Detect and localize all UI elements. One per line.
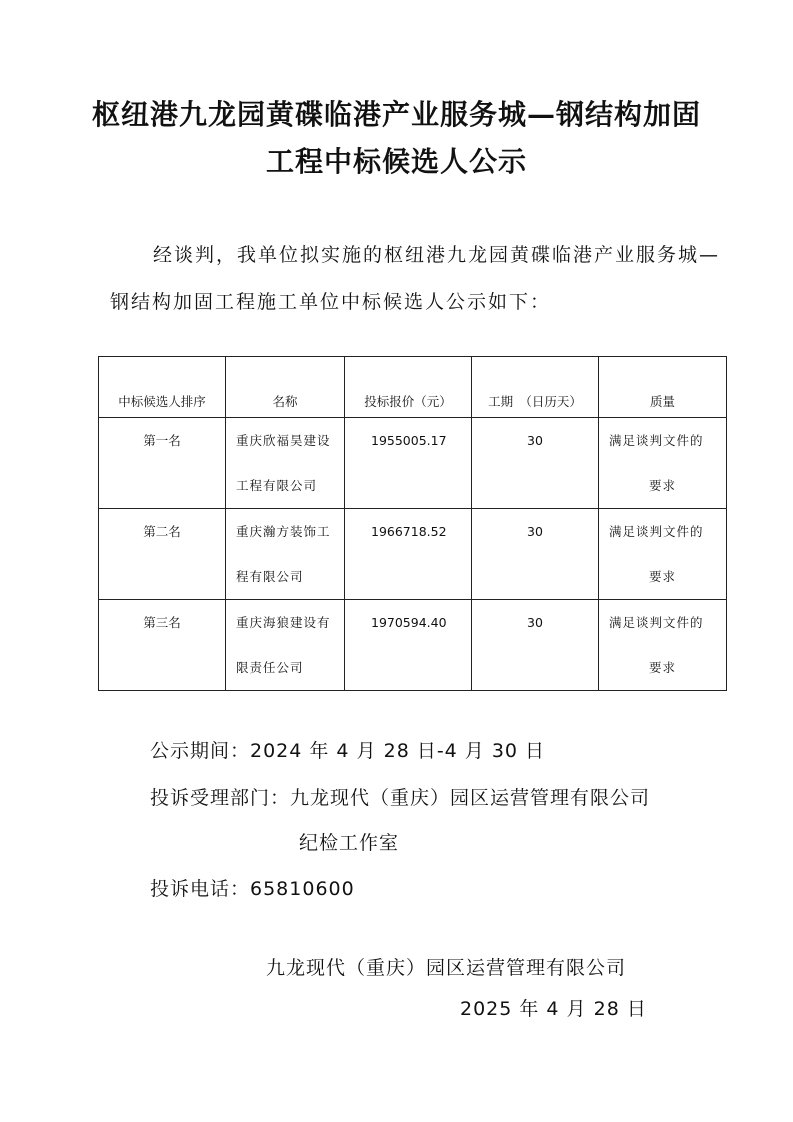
company-name-line-2: 限责任公司 bbox=[236, 660, 304, 675]
document-title-line-1: 枢纽港九龙园黄碟临港产业服务城—钢结构加固 bbox=[91, 98, 701, 131]
quality-line-1: 满足谈判文件的 bbox=[609, 615, 704, 630]
signature-organization: 九龙现代（重庆）园区运营管理有限公司 bbox=[266, 957, 627, 979]
intro-paragraph-line-1: 经谈判，我单位拟实施的枢纽港九龙园黄碟临港产业服务城— bbox=[153, 244, 721, 266]
company-name-cell bbox=[226, 509, 345, 600]
period-cell: 30 bbox=[472, 418, 599, 509]
quality-cell bbox=[599, 600, 727, 691]
company-name-line-1: 重庆海狼建设有 bbox=[236, 615, 331, 630]
quality-line-1: 满足谈判文件的 bbox=[609, 524, 704, 539]
price-cell: 1966718.52 bbox=[345, 509, 472, 600]
quality-line-2: 要求 bbox=[648, 478, 676, 493]
header-name: 名称 bbox=[226, 357, 345, 418]
document-title-line-2: 工程中标候选人公示 bbox=[265, 145, 527, 178]
intro-paragraph-line-2: 钢结构加固工程施工单位中标候选人公示如下： bbox=[110, 291, 552, 313]
quality-line-2: 要求 bbox=[648, 569, 676, 584]
price-cell: 1955005.17 bbox=[345, 418, 472, 509]
period-cell: 30 bbox=[472, 600, 599, 691]
signature-date: 2025 年 4 月 28 日 bbox=[460, 998, 647, 1020]
header-price: 投标报价（元） bbox=[345, 357, 472, 418]
quality-cell bbox=[599, 418, 727, 509]
company-name-line-1: 重庆瀚方装饰工 bbox=[236, 524, 331, 539]
company-name-cell bbox=[226, 600, 345, 691]
period-cell: 30 bbox=[472, 509, 599, 600]
table-row bbox=[99, 418, 727, 509]
rank-cell: 第三名 bbox=[99, 600, 226, 691]
complaint-department: 投诉受理部门：九龙现代（重庆）园区运营管理有限公司 bbox=[150, 787, 651, 809]
company-name-line-1: 重庆欣福昊建设 bbox=[236, 433, 331, 448]
quality-cell bbox=[599, 509, 727, 600]
table-header-row bbox=[99, 357, 727, 418]
table-row bbox=[99, 509, 727, 600]
rank-cell: 第一名 bbox=[99, 418, 226, 509]
complaint-phone: 投诉电话：65810600 bbox=[150, 878, 355, 900]
price-cell: 1970594.40 bbox=[345, 600, 472, 691]
quality-line-2: 要求 bbox=[648, 660, 676, 675]
header-rank: 中标候选人排序 bbox=[99, 357, 226, 418]
quality-line-1: 满足谈判文件的 bbox=[609, 433, 704, 448]
header-period: 工期 （日历天） bbox=[472, 357, 599, 418]
candidates-table bbox=[98, 356, 727, 691]
company-name-cell bbox=[226, 418, 345, 509]
table-row bbox=[99, 600, 727, 691]
company-name-line-2: 程有限公司 bbox=[236, 569, 304, 584]
complaint-department-continued: 纪检工作室 bbox=[299, 832, 400, 854]
rank-cell: 第二名 bbox=[99, 509, 226, 600]
header-quality: 质量 bbox=[599, 357, 727, 418]
company-name-line-2: 工程有限公司 bbox=[236, 478, 318, 493]
publicity-period: 公示期间：2024 年 4 月 28 日-4 月 30 日 bbox=[150, 740, 546, 762]
